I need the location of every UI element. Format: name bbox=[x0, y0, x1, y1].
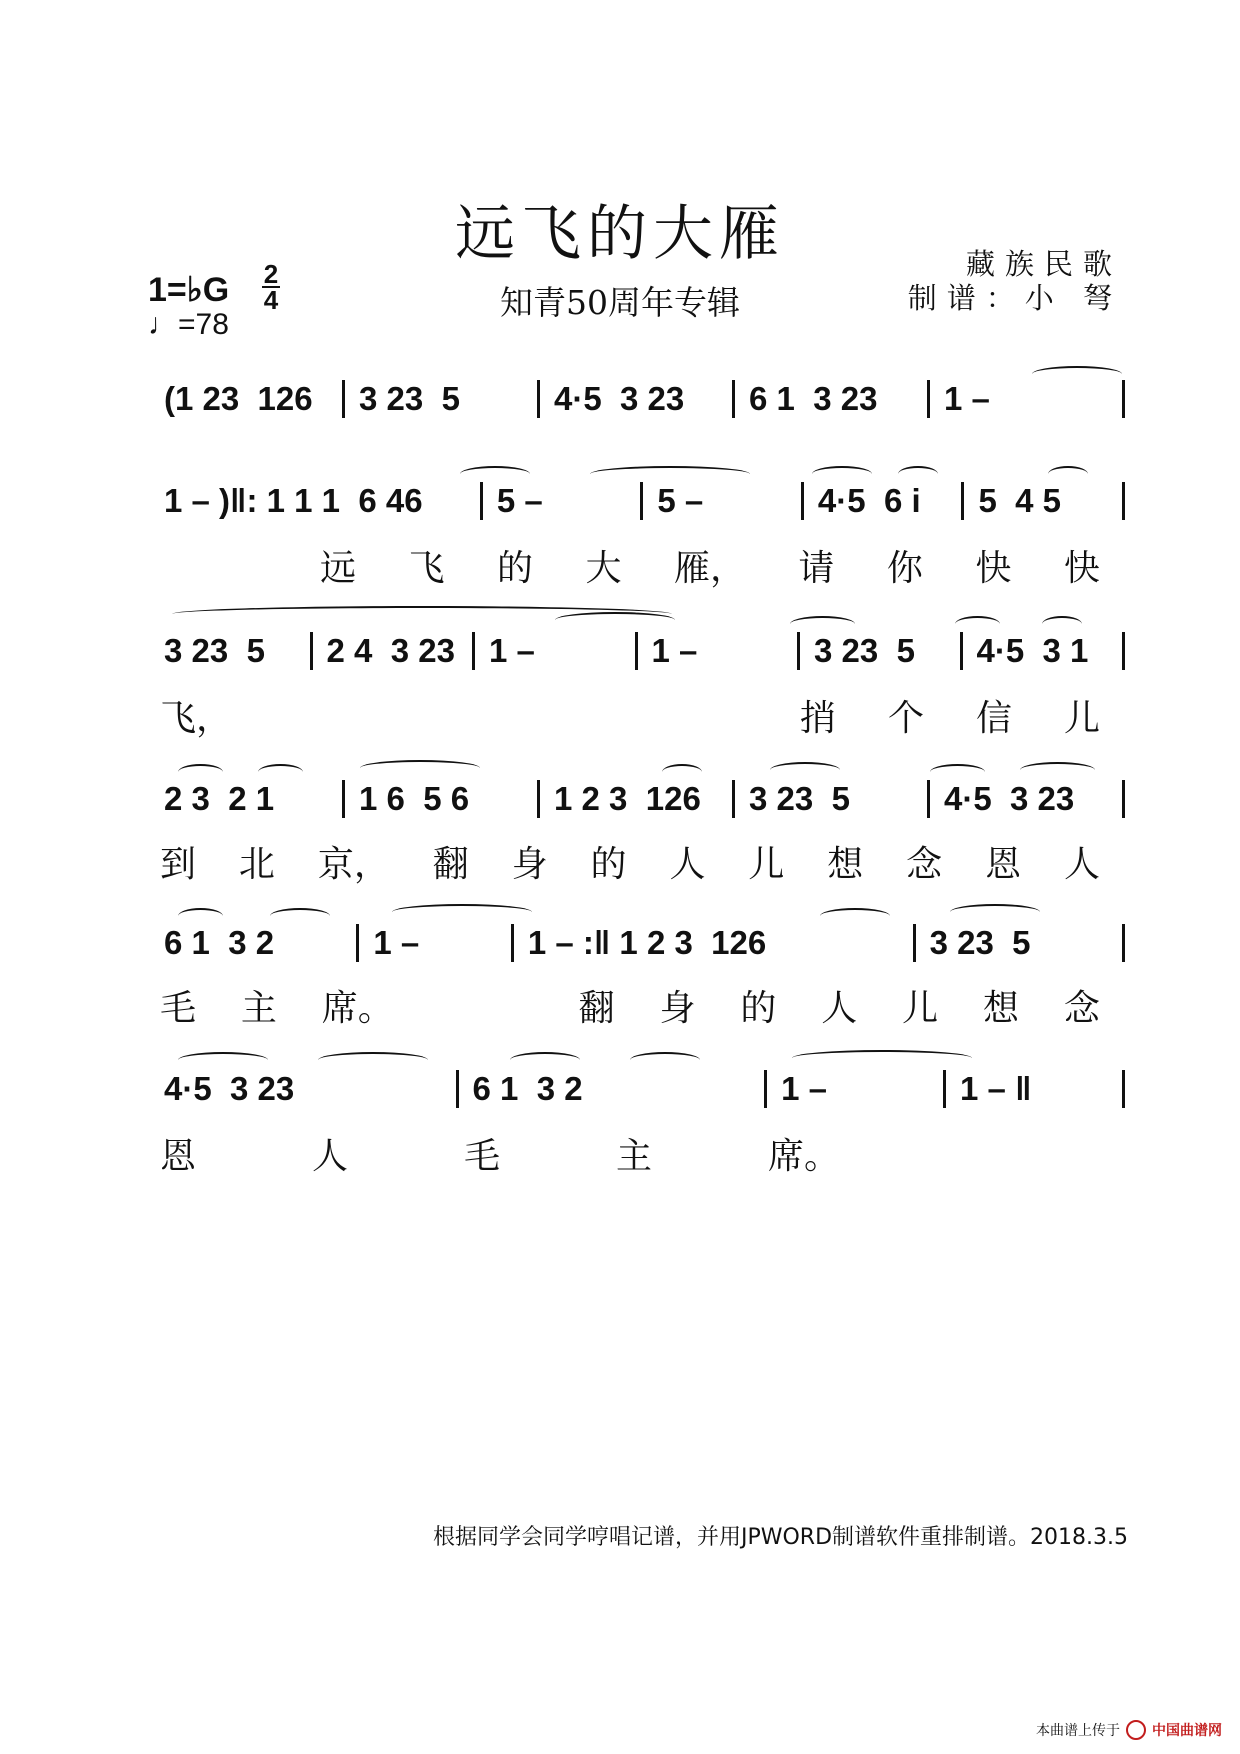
measure: 4·5 3 23 bbox=[150, 1070, 459, 1108]
score-line-1 bbox=[150, 368, 1125, 430]
tie-arc bbox=[1032, 366, 1122, 382]
lyric: 身 bbox=[659, 988, 696, 1029]
credit-note: 根据同学会同学哼唱记谱，并用JPWORD制谱软件重排制谱。2018.3.5 bbox=[432, 1525, 1128, 1550]
site-logo-icon bbox=[1126, 1720, 1146, 1740]
lyric: 人 bbox=[311, 1136, 348, 1177]
slur-arc bbox=[270, 908, 330, 924]
measure: 1 2 3 126 bbox=[540, 780, 735, 818]
tie-arc bbox=[590, 466, 750, 482]
measure: (1 23 126 bbox=[150, 380, 345, 418]
measure: 1 – bbox=[638, 632, 801, 670]
time-bottom: 4 bbox=[263, 285, 279, 315]
footer bbox=[1036, 1720, 1222, 1740]
lyrics-line-3 bbox=[150, 690, 1110, 741]
tie-arc bbox=[792, 1050, 972, 1066]
slur-arc bbox=[1042, 616, 1082, 632]
arranger: 制谱：小 弩 bbox=[907, 281, 1122, 315]
lyric: 主 bbox=[240, 988, 277, 1029]
slur-arc bbox=[770, 762, 840, 778]
lyric: 信 bbox=[975, 698, 1012, 739]
lyric: 人 bbox=[669, 844, 706, 885]
lyric: 捎 bbox=[799, 698, 836, 739]
lyric: 念 bbox=[1063, 988, 1100, 1029]
lyric: 北 bbox=[238, 844, 275, 885]
lyric: 大 bbox=[585, 548, 622, 589]
measure: 6 1 3 2 bbox=[150, 924, 359, 962]
key-signature: 1=♭G bbox=[148, 271, 230, 309]
tempo-mark: ♩=78 bbox=[148, 308, 229, 341]
slur-arc bbox=[930, 764, 985, 780]
measure: 4·5 6 i bbox=[804, 482, 965, 520]
lyric: 儿 bbox=[1063, 698, 1100, 739]
site-name[interactable]: 中国曲谱网 bbox=[1152, 1723, 1222, 1739]
lyric: 飞， bbox=[160, 698, 233, 739]
page-title: 远飞的大雁 bbox=[455, 199, 785, 269]
slur-arc bbox=[1048, 466, 1088, 482]
lyric: 想 bbox=[827, 844, 864, 885]
slur-arc bbox=[898, 466, 938, 482]
lyrics-line-2 bbox=[150, 540, 1110, 591]
slur-arc bbox=[360, 760, 480, 776]
measure: 4·5 3 23 bbox=[930, 780, 1125, 818]
measure: 6 1 3 23 bbox=[735, 380, 930, 418]
lyric: 雁， bbox=[673, 548, 746, 589]
measure: 1 – bbox=[767, 1070, 946, 1108]
lyrics-line-4 bbox=[150, 836, 1110, 887]
subtitle: 知青50周年专辑 bbox=[500, 283, 740, 322]
lyric: 快 bbox=[1063, 548, 1100, 589]
lyric: 儿 bbox=[748, 844, 785, 885]
measure: 4·5 3 23 bbox=[540, 380, 735, 418]
lyrics-line-6 bbox=[150, 1128, 850, 1179]
slur-arc bbox=[178, 1052, 268, 1068]
lyric: 的 bbox=[590, 844, 627, 885]
lyric: 想 bbox=[983, 988, 1020, 1029]
lyric: 恩 bbox=[985, 844, 1022, 885]
measure: 1 – )‖: 1 1 1 6 46 bbox=[150, 482, 483, 520]
lyric: 飞 bbox=[408, 548, 445, 589]
slur-arc bbox=[630, 1052, 700, 1068]
slur-arc bbox=[510, 1052, 580, 1068]
lyric: 的 bbox=[740, 988, 777, 1029]
slur-arc bbox=[820, 908, 890, 924]
slur-arc bbox=[318, 1052, 428, 1068]
lyric: 快 bbox=[975, 548, 1012, 589]
lyric: 人 bbox=[821, 988, 858, 1029]
genre: 藏族民歌 bbox=[965, 247, 1122, 281]
time-top: 2 bbox=[263, 259, 279, 289]
lyric: 到 bbox=[160, 844, 197, 885]
lyric: 毛 bbox=[463, 1136, 500, 1177]
measure: 5 4 5 bbox=[964, 482, 1125, 520]
lyric: 请 bbox=[798, 548, 835, 589]
lyric: 翻 bbox=[578, 988, 615, 1029]
measure: 2 3 2 1 bbox=[150, 780, 345, 818]
slur-arc bbox=[812, 466, 872, 482]
measure: 2 4 3 23 bbox=[313, 632, 476, 670]
measure: 3 23 5 bbox=[916, 924, 1125, 962]
measure: 1 – bbox=[359, 924, 513, 962]
slur-arc bbox=[178, 764, 223, 780]
lyric: 席。 bbox=[321, 988, 394, 1029]
lyric: 儿 bbox=[902, 988, 939, 1029]
lyric: 个 bbox=[887, 698, 924, 739]
lyric: 你 bbox=[886, 548, 923, 589]
measure: 1 – ‖ bbox=[946, 1070, 1125, 1108]
slur-arc bbox=[790, 616, 855, 632]
lyric: 翻 bbox=[432, 844, 469, 885]
measure: 3 23 5 bbox=[735, 780, 930, 818]
slur-arc bbox=[258, 764, 303, 780]
measure: 3 23 5 bbox=[345, 380, 540, 418]
measure: 1 6 5 6 bbox=[345, 780, 540, 818]
slur-arc bbox=[460, 466, 530, 482]
lyric: 京， bbox=[317, 844, 390, 885]
lyrics-line-5 bbox=[150, 980, 1110, 1031]
slur-arc bbox=[662, 764, 702, 780]
measure: 5 – bbox=[483, 482, 644, 520]
measure: 4·5 3 1 bbox=[963, 632, 1126, 670]
slur-arc bbox=[950, 904, 1040, 920]
measure: 5 – bbox=[643, 482, 804, 520]
tie-arc bbox=[392, 904, 532, 920]
measure: 6 1 3 2 bbox=[459, 1070, 768, 1108]
tie-arc bbox=[555, 612, 675, 628]
slur-arc bbox=[1020, 762, 1095, 778]
lyric: 席。 bbox=[767, 1136, 840, 1177]
lyric: 毛 bbox=[160, 988, 197, 1029]
time-signature bbox=[262, 259, 280, 315]
lyric: 主 bbox=[615, 1136, 652, 1177]
lyric: 远 bbox=[320, 548, 357, 589]
slur-arc bbox=[955, 616, 1000, 632]
measure: 1 – bbox=[475, 632, 638, 670]
measure: 3 23 5 bbox=[150, 632, 313, 670]
measure: 1 – :‖ 1 2 3 126 bbox=[514, 924, 916, 962]
upload-label: 本曲谱上传于 bbox=[1036, 1723, 1120, 1739]
lyric: 身 bbox=[511, 844, 548, 885]
slur-arc bbox=[178, 908, 223, 924]
lyric: 念 bbox=[906, 844, 943, 885]
measure: 3 23 5 bbox=[800, 632, 963, 670]
lyric: 的 bbox=[496, 548, 533, 589]
lyric: 恩 bbox=[160, 1136, 197, 1177]
lyric: 人 bbox=[1063, 844, 1100, 885]
measure: 1 – bbox=[930, 380, 1125, 418]
